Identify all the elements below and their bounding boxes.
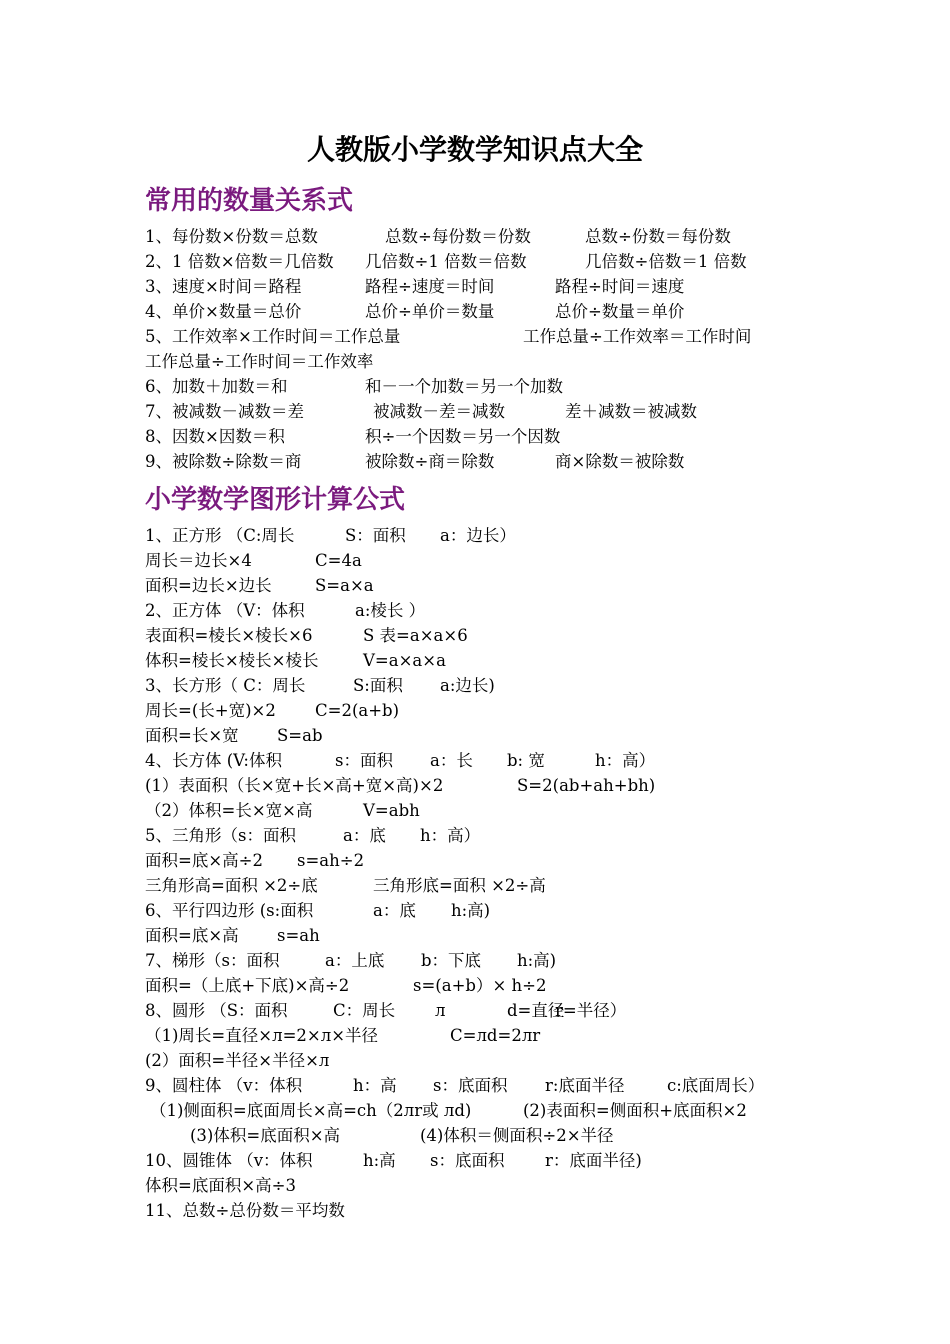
formula-segment: 7、被减数－减数＝差 — [145, 402, 304, 421]
formula-segment: 10、圆锥体 （v：体积 — [145, 1151, 313, 1170]
formula-segment: 几倍数÷倍数＝1 倍数 — [585, 252, 747, 271]
formula-segment: 周长＝边长×4 — [145, 551, 252, 570]
formula-segment: r=半径） — [555, 1001, 627, 1020]
formula-segment: C=4a — [315, 551, 362, 570]
formula-segment: 总数÷份数＝每份数 — [585, 227, 731, 246]
formula-line — [145, 374, 845, 399]
formula-line — [145, 1023, 845, 1048]
formula-line — [145, 848, 845, 873]
formula-segment: h：高） — [420, 826, 481, 845]
formula-segment: 6、加数＋加数＝和 — [145, 377, 288, 396]
formula-segment: （2）体积=长×宽×高 — [145, 801, 313, 820]
formula-segment: 6、平行四边形 (s:面积 — [145, 901, 314, 920]
formula-segment: 面积=边长×边长 — [145, 576, 272, 595]
formula-segment: 2、正方体 （V：体积 — [145, 601, 305, 620]
formula-line — [145, 648, 845, 673]
formula-line — [145, 923, 845, 948]
formula-segment: s=(a+b）× h÷2 — [413, 976, 547, 995]
formula-line — [145, 873, 845, 898]
formula-segment: 周长=(长+宽)×2 — [145, 701, 276, 720]
formula-line — [145, 1073, 845, 1098]
formula-segment: a：底 — [343, 826, 386, 845]
formula-segment: (3)体积=底面积×高 — [190, 1126, 341, 1145]
formula-line — [145, 249, 845, 274]
formula-segment: s：底面积 — [430, 1151, 505, 1170]
formula-segment: 面积=底×高 — [145, 926, 239, 945]
formula-segment: (2）面积=半径×半径×л — [145, 1051, 330, 1070]
formula-line — [145, 898, 845, 923]
formula-line — [145, 1173, 845, 1198]
formula-line — [145, 673, 845, 698]
formula-segment: 面积=（上底+下底)×高÷2 — [145, 976, 350, 995]
formula-line — [145, 823, 845, 848]
formula-segment: 8、圆形 （S：面积 — [145, 1001, 288, 1020]
formula-segment: r：底面半径) — [545, 1151, 642, 1170]
formula-segment: 表面积=棱长×棱长×6 — [145, 626, 313, 645]
formula-segment: 路程÷速度＝时间 — [365, 277, 495, 296]
formula-segment: b: 宽 — [507, 751, 545, 770]
formula-line — [145, 1098, 845, 1123]
formula-segment: 5、工作效率×工作时间＝工作总量 — [145, 327, 401, 346]
formula-segment: 积÷一个因数＝另一个因数 — [365, 427, 561, 446]
formula-segment: 被减数－差＝减数 — [373, 402, 505, 421]
formula-line — [145, 1048, 845, 1073]
formula-segment: 总数÷每份数＝份数 — [385, 227, 531, 246]
formula-line — [145, 299, 845, 324]
formula-segment: a:棱长 ） — [355, 601, 426, 620]
formula-line — [145, 798, 845, 823]
formula-line — [145, 973, 845, 998]
formula-segment: 4、单价×数量＝总价 — [145, 302, 302, 321]
formula-segment: S：面积 — [345, 526, 406, 545]
formula-segment: h:高) — [451, 901, 491, 920]
formula-segment: h:高 — [363, 1151, 396, 1170]
formula-segment: 路程÷时间＝速度 — [555, 277, 685, 296]
formula-segment: 三角形底=面积 ×2÷高 — [373, 876, 546, 895]
formula-line — [145, 948, 845, 973]
formula-segment: （1)周长=直径×л=2×л×半径 — [145, 1026, 379, 1045]
formula-segment: 5、三角形（s：面积 — [145, 826, 296, 845]
formula-segment: (1）表面积（长×宽+长×高+宽×高)×2 — [145, 776, 444, 795]
formula-line — [145, 274, 845, 299]
formula-segment: S:面积 — [353, 676, 403, 695]
formula-segment: h:高) — [517, 951, 557, 970]
formula-segment: 1、正方形 （C:周长 — [145, 526, 295, 545]
formula-segment: c:底面周长） — [667, 1076, 765, 1095]
formula-segment: C：周长 — [333, 1001, 396, 1020]
formula-line — [145, 723, 845, 748]
formula-segment: 9、圆柱体 （v：体积 — [145, 1076, 303, 1095]
formula-segment: h：高） — [595, 751, 656, 770]
formula-segment: a：上底 — [325, 951, 385, 970]
formula-line — [145, 773, 845, 798]
formula-line — [145, 1148, 845, 1173]
formula-line — [145, 424, 845, 449]
formula-segment: a：边长） — [440, 526, 516, 545]
formula-line — [145, 399, 845, 424]
formula-segment: 差＋减数＝被减数 — [565, 402, 697, 421]
formula-segment: （1)侧面积=底面周长×高=ch（2лr或 лd) — [150, 1101, 472, 1120]
formula-segment: S 表=a×a×6 — [363, 626, 468, 645]
formula-segment: V=abh — [363, 801, 420, 820]
formula-line — [145, 748, 845, 773]
formula-segment: 面积=长×宽 — [145, 726, 239, 745]
formula-segment: S=a×a — [315, 576, 374, 595]
formula-line — [145, 1123, 845, 1148]
formula-segment: r:底面半径 — [545, 1076, 625, 1095]
formula-line — [145, 449, 845, 474]
formula-segment: s：面积 — [335, 751, 393, 770]
formula-segment: a：长 — [430, 751, 473, 770]
formula-segment: 被除数÷商＝除数 — [365, 452, 495, 471]
formula-segment: 7、梯形（s：面积 — [145, 951, 280, 970]
formula-line — [145, 1198, 845, 1223]
formula-segment: a：底 — [373, 901, 416, 920]
formula-line — [145, 698, 845, 723]
section-heading-relations: 常用的数量关系式 — [145, 186, 354, 216]
formula-segment: 和－一个加数＝另一个加数 — [365, 377, 563, 396]
formula-line — [145, 349, 845, 374]
formula-line — [145, 573, 845, 598]
formula-segment: 9、被除数÷除数＝商 — [145, 452, 302, 471]
formula-segment: 2、1 倍数×倍数＝几倍数 — [145, 252, 334, 271]
formula-segment: 三角形高=面积 ×2÷底 — [145, 876, 318, 895]
formula-segment: 总价÷数量＝单价 — [555, 302, 685, 321]
page-title: 人教版小学数学知识点大全 — [306, 133, 643, 166]
formula-line — [145, 623, 845, 648]
formula-segment: 工作总量÷工作时间＝工作效率 — [145, 352, 374, 371]
formula-segment: 体积=棱长×棱长×棱长 — [145, 651, 319, 670]
formula-segment: s：底面积 — [433, 1076, 508, 1095]
formula-line — [145, 548, 845, 573]
formula-segment: 面积=底×高÷2 — [145, 851, 263, 870]
formula-segment: 8、因数×因数＝积 — [145, 427, 285, 446]
formula-segment: C=лd=2лr — [450, 1026, 541, 1045]
formula-segment: d=直径 — [507, 1001, 565, 1020]
formula-segment: V=a×a×a — [363, 651, 446, 670]
formula-line — [145, 598, 845, 623]
formula-segment: a:边长) — [440, 676, 495, 695]
formula-segment: 3、速度×时间＝路程 — [145, 277, 302, 296]
formula-line — [145, 324, 845, 349]
formula-segment: b：下底 — [421, 951, 482, 970]
formula-line — [145, 224, 845, 249]
formula-segment: h：高 — [353, 1076, 397, 1095]
formula-segment: (4)体积＝侧面积÷2×半径 — [420, 1126, 614, 1145]
formula-segment: л — [435, 1001, 446, 1020]
formula-segment: S=ab — [277, 726, 323, 745]
formula-segment: 体积=底面积×高÷3 — [145, 1176, 296, 1195]
formula-segment: s=ah÷2 — [297, 851, 365, 870]
formula-segment: s=ah — [277, 926, 320, 945]
formula-segment: (2)表面积=侧面积+底面积×2 — [523, 1101, 747, 1120]
section-heading-formulas: 小学数学图形计算公式 — [145, 485, 406, 515]
formula-segment: 11、总数÷总份数＝平均数 — [145, 1201, 345, 1220]
formula-segment: 商×除数＝被除数 — [555, 452, 685, 471]
formula-segment: C=2(a+b) — [315, 701, 400, 720]
formula-segment: 3、长方形（ C：周长 — [145, 676, 306, 695]
formula-segment: 工作总量÷工作效率＝工作时间 — [523, 327, 752, 346]
formula-line — [145, 523, 845, 548]
formula-segment: S=2(ab+ah+bh) — [517, 776, 656, 795]
formula-segment: 总价÷单价＝数量 — [365, 302, 495, 321]
formula-line — [145, 998, 845, 1023]
formula-segment: 1、每份数×份数＝总数 — [145, 227, 318, 246]
formula-segment: 几倍数÷1 倍数＝倍数 — [365, 252, 527, 271]
formula-segment: 4、长方体 (V:体积 — [145, 751, 282, 770]
